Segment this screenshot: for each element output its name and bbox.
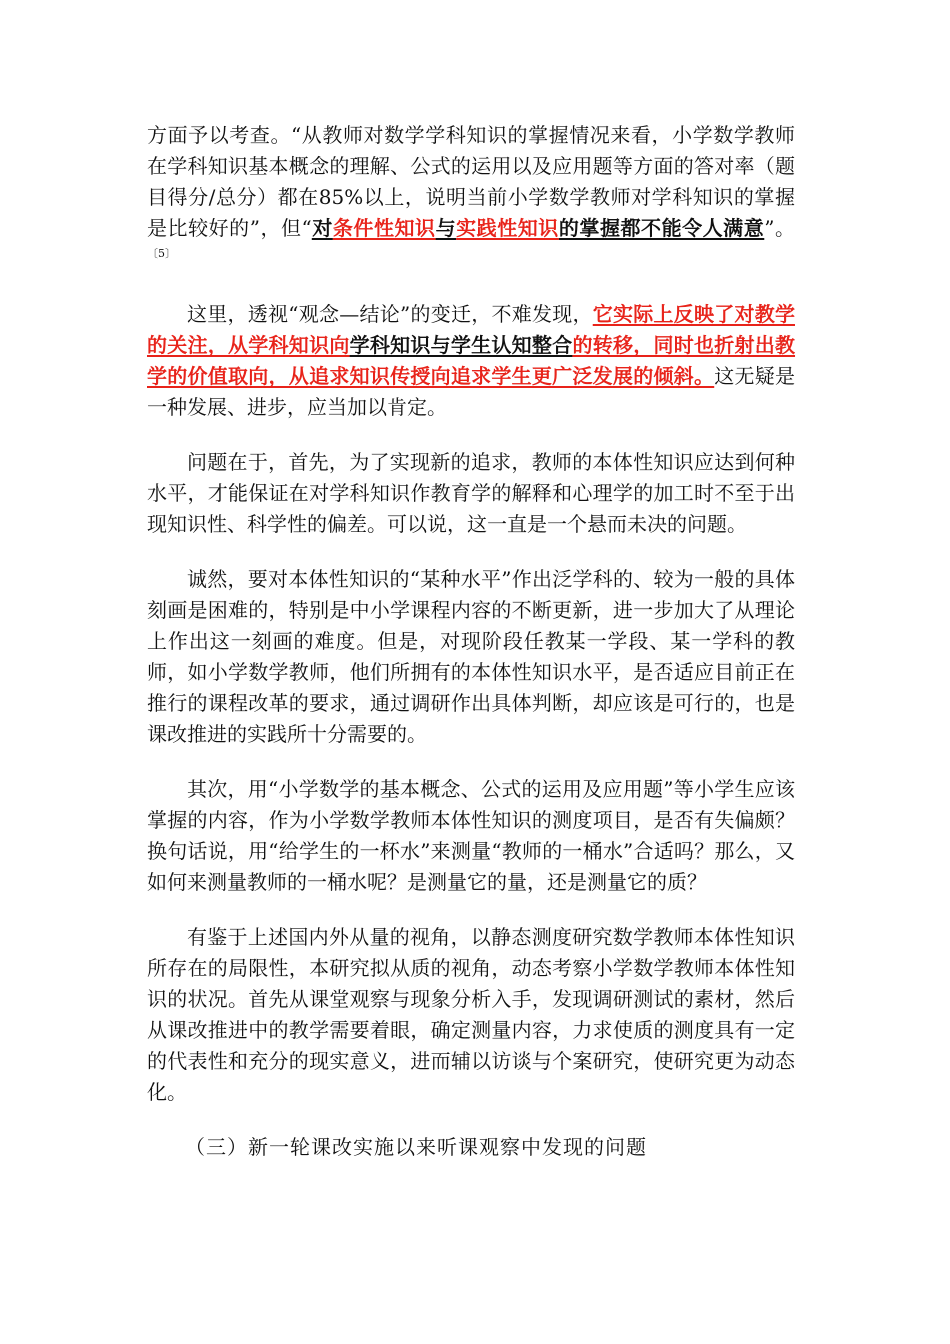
paragraph-2-text: 这里，透视“观念—结论”的变迁，不难发现， [187, 302, 593, 326]
paragraph-1-end: ”。 [764, 216, 796, 240]
emphasis-practical-knowledge: 实践性知识 [456, 216, 559, 240]
emphasis-dui: 对 [311, 216, 333, 240]
paragraph-2 [147, 299, 795, 423]
emphasis-teaching-focus: 它实际上反映了对教学的关注，从学科知识向 [147, 302, 795, 357]
paragraph-5: 其次，用“小学数学的基本概念、公式的运用及应用题”等小学生应该掌握的内容，作为小学数学教师本体性知识的测度项目，是否有失偏颇？换句话说，用“给学生的一杯水”来测量“教师的一桶水”合适吗？那么，又如何来测量教师的一桶水呢？是测量它的量，还是测量它的质？ [147, 777, 795, 894]
paragraph-1 [147, 120, 795, 275]
citation-5: 〔5〕 [147, 247, 176, 260]
emphasis-conditional-knowledge: 条件性知识 [332, 216, 436, 240]
emphasis-yu: 与 [435, 216, 457, 240]
paragraph-4: 诚然，要对本体性知识的“某种水平”作出泛学科的、较为一般的具体刻画是困难的，特别是中小学课程内容的不断更新，进一步加大了从理论上作出这一刻画的难度。但是，对现阶段任教某一学段、某一学科的教师，如小学数学教师，他们所拥有的本体性知识水平，是否适应目前正在推行的课程改革的要求，通过调研作出具体判断，却应该是可行的，也是课改推进的实践所十分需要的。 [147, 567, 795, 746]
document-page [147, 120, 795, 1163]
paragraph-6: 有鉴于上述国内外从量的视角，以静态测度研究数学教师本体性知识所存在的局限性，本研究拟从质的视角，动态考察小学数学教师本体性知识的状况。首先从课堂观察与现象分析入手，发现调研测试的素材，然后从课改推进中的教学需要着眼，确定测量内容，力求使质的测度具有一定的代表性和充分的现实意义，进而辅以访谈与个案研究，使研究更为动态化。 [147, 925, 795, 1104]
paragraph-3: 问题在于，首先，为了实现新的追求，教师的本体性知识应达到何种水平，才能保证在对学科知识作教育学的解释和心理学的加工时不至于出现知识性、科学性的偏差。可以说，这一直是一个悬而未决的问题。 [147, 450, 795, 536]
paragraph-1-text: 方面予以考查。“从教师对数学学科知识的掌握情况来看，小学数学教师在学科知识基本概念的理解、公式的运用以及应用题等方面的答对率（题目得分/总分）都在85%以上，说明当前小学数学教师对学科知识的掌握是比较好的”，但“ [147, 123, 795, 240]
emphasis-integration: 学科知识与学生认知整合 [349, 333, 573, 357]
emphasis-value-orientation: 的转移，同时也折射出教学的价值取向，从追求知识传授向追求学生更广泛发展的倾斜。 [147, 333, 796, 388]
paragraph-2-end: 这无疑是一种发展、进步，应当加以肯定。 [147, 364, 796, 419]
emphasis-mastery-unsatisfactory: 的掌握都不能令人满意 [558, 216, 765, 240]
section-heading: （三）新一轮课改实施以来听课观察中发现的问题 [185, 1135, 647, 1159]
